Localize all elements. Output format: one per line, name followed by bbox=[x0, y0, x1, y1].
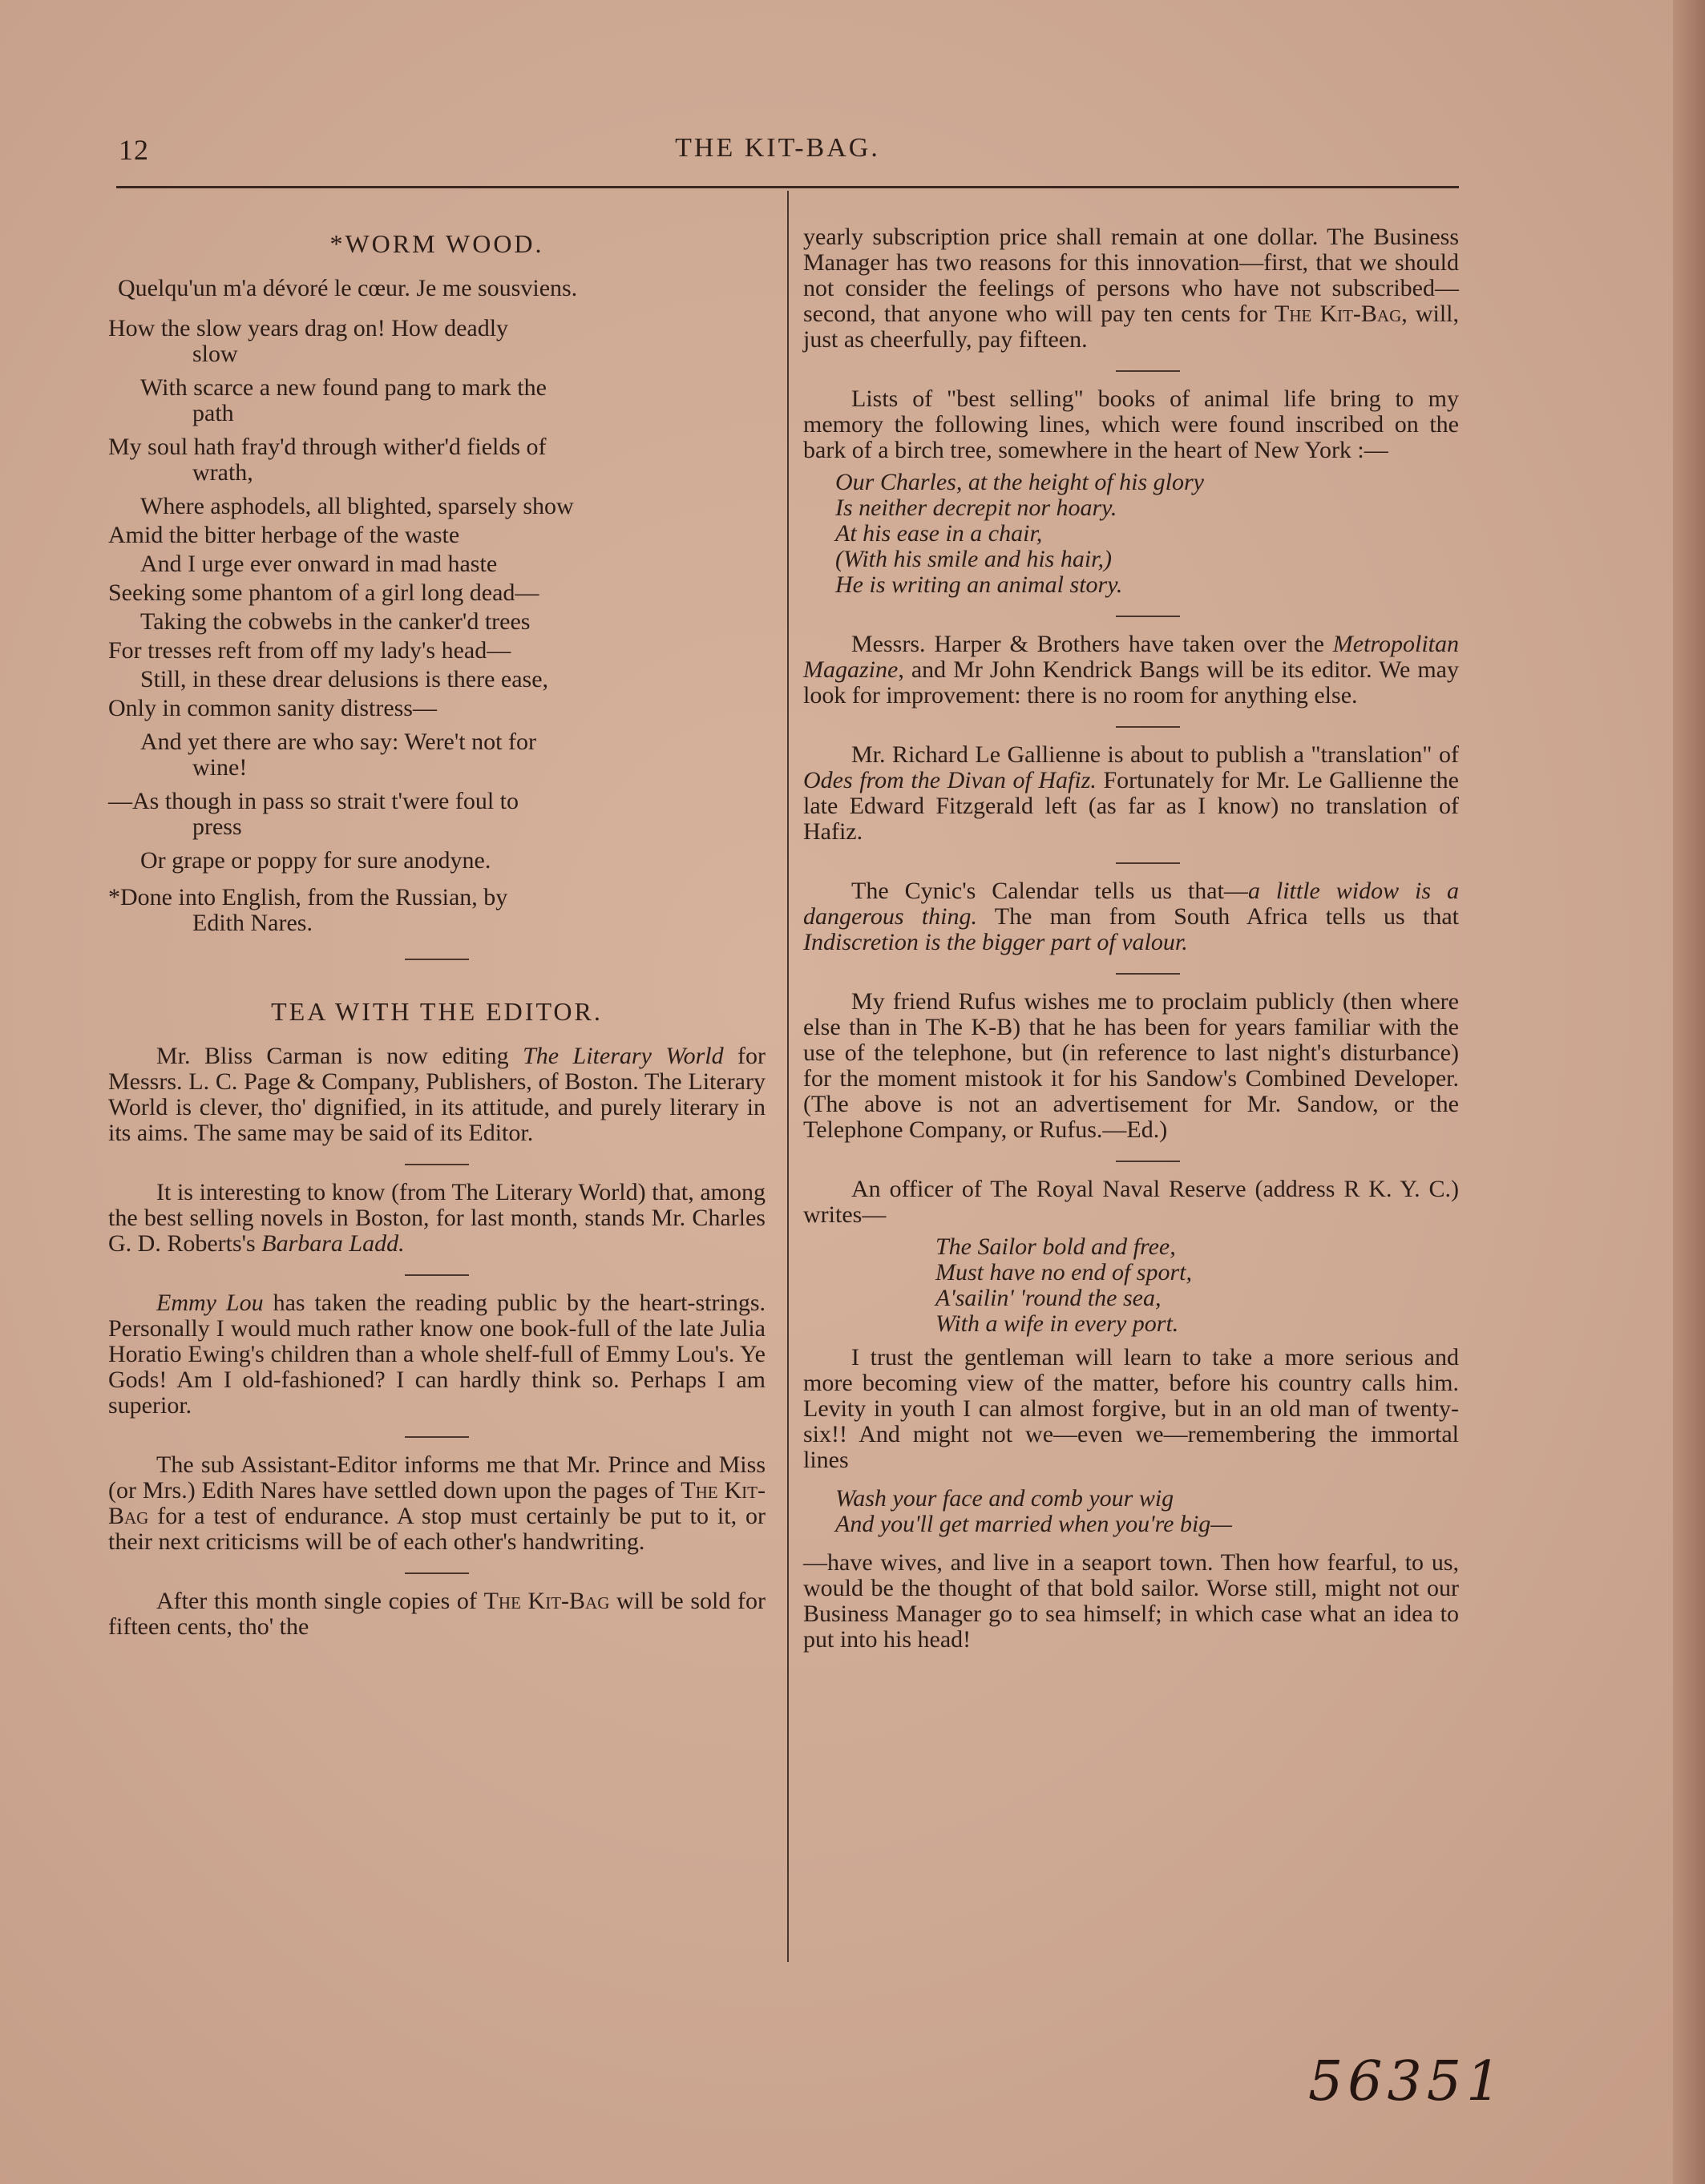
poem-line: wine! bbox=[192, 754, 248, 781]
poem-line: Or grape or poppy for sure anodyne. bbox=[140, 847, 491, 874]
item-rule bbox=[405, 1436, 469, 1438]
tea-paragraph: My friend Rufus wishes me to proclaim publicly (then where else than in The K-B) that he has been for years familiar with the use of the telephone, but (in reference to last night's disturbance) for the moment mistook it for his Sandow's Combined Developer. (The above is not an advertisement for Mr. Sandow, or the Telephone Company, or Rufus.—Ed.) bbox=[803, 988, 1459, 1143]
verse-line: With a wife in every port. bbox=[935, 1310, 1179, 1337]
tea-title: TEA WITH THE EDITOR. bbox=[271, 997, 603, 1026]
handwritten-accession-number: 56351 bbox=[1308, 2050, 1506, 2113]
section-rule bbox=[405, 959, 469, 960]
verse-line: Our Charles, at the height of his glory bbox=[835, 469, 1204, 495]
verse-line: (With his smile and his hair,) bbox=[835, 546, 1113, 572]
item-rule bbox=[405, 1274, 469, 1276]
tea-paragraph: After this month single copies of The Kit-Bag will be sold for fifteen cents, tho' the bbox=[108, 1588, 766, 1640]
verse-line: At his ease in a chair, bbox=[835, 520, 1043, 547]
item-rule bbox=[405, 1164, 469, 1165]
worm-wood-title: *WORM WOOD. bbox=[329, 229, 544, 258]
poem-line: How the slow years drag on! How deadly bbox=[108, 315, 509, 341]
worm-wood-footnote bbox=[108, 885, 766, 936]
tea-paragraph: The sub Assistant-Editor informs me that Mr. Prince and Miss (or Mrs.) Edith Nares have settled down upon the pages of The Kit-Bag for a test of endurance. A stop must certainly be put to it, or their next criticisms will be of each other's handwriting. bbox=[108, 1451, 766, 1555]
poem-line: And I urge ever onward in mad haste bbox=[140, 551, 498, 577]
left-column bbox=[108, 224, 766, 1640]
verse-block bbox=[803, 1234, 1459, 1337]
footnote-line: Edith Nares. bbox=[192, 910, 313, 936]
tea-paragraph: An officer of The Royal Naval Reserve (address R K. Y. C.) writes— bbox=[803, 1176, 1459, 1228]
poem-line: —As though in pass so strait t'were foul to bbox=[108, 788, 519, 814]
worm-wood-poem bbox=[108, 316, 766, 874]
tea-paragraph: —have wives, and live in a seaport town. Then how fearful, to us, would be the thought of that bold sailor. Worse still, might not our Business Manager go to sea himself; in which case what an idea to put into his head! bbox=[803, 1549, 1459, 1653]
running-head-title: THE KIT-BAG. bbox=[675, 133, 880, 163]
poem-line: Taking the cobwebs in the canker'd trees bbox=[140, 608, 531, 635]
page-number: 12 bbox=[119, 134, 149, 166]
poem-line: press bbox=[192, 813, 242, 840]
poem-line: wrath, bbox=[192, 459, 253, 486]
footnote-line: *Done into English, from the Russian, by bbox=[108, 884, 508, 910]
tea-paragraph: The Cynic's Calendar tells us that—a little widow is a dangerous thing. The man from South Africa tells us that Indiscretion is the bigger part of valour. bbox=[803, 878, 1459, 955]
verse-block bbox=[803, 470, 1459, 598]
tea-paragraph: Mr. Richard Le Gallienne is about to publish a "translation" of Odes from the Divan of Hafiz. Fortunately for Mr. Le Gallienne the late Edward Fitzgerald left (as far as I know) no translation of Hafiz. bbox=[803, 741, 1459, 845]
tea-paragraph: Emmy Lou has taken the reading public by the heart-strings. Personally I would much rather know one book-full of the late Julia Horatio Ewing's children than a whole shelf-full of Emmy Lou's. Ye Gods! Am I old-fashioned? I can hardly think so. Perhaps I am superior. bbox=[108, 1290, 766, 1419]
header-rule bbox=[116, 186, 1459, 188]
poem-line: path bbox=[192, 400, 234, 426]
tea-paragraph: yearly subscription price shall remain at one dollar. The Business Manager has two reasons for this innovation—first, that we should not consider the feelings of persons who have not subscribed—second, that anyone who will pay ten cents for The Kit-Bag, will, just as cheerfully, pay fifteen. bbox=[803, 224, 1460, 353]
verse-line: Must have no end of sport, bbox=[935, 1259, 1192, 1286]
verse-line: Wash your face and comb your wig bbox=[835, 1485, 1174, 1512]
column-divider bbox=[787, 191, 789, 1962]
poem-line: Where asphodels, all blighted, sparsely show bbox=[140, 493, 574, 519]
item-rule bbox=[1116, 726, 1180, 728]
poem-line: Still, in these drear delusions is there ease, bbox=[140, 666, 549, 692]
item-rule bbox=[1116, 973, 1180, 975]
poem-line: slow bbox=[192, 341, 238, 367]
verse-block bbox=[803, 1486, 1459, 1537]
verse-line: Is neither decrepit nor hoary. bbox=[835, 495, 1117, 521]
page-spine-edge bbox=[1673, 0, 1705, 2184]
right-column bbox=[803, 224, 1459, 1653]
item-rule bbox=[1116, 370, 1180, 372]
item-rule bbox=[1116, 616, 1180, 617]
poem-line: Only in common sanity distress— bbox=[108, 695, 437, 721]
poem-line: And yet there are who say: Were't not for bbox=[140, 729, 536, 755]
tea-paragraph: I trust the gentleman will learn to take a more serious and more becoming view of the matter, before his country calls him. Levity in youth I can almost forgive, but in an old man of twenty-six!! And might not we—even we—remembering the immortal lines bbox=[803, 1344, 1459, 1473]
poem-line: My soul hath fray'd through wither'd fields of bbox=[108, 434, 547, 460]
item-rule bbox=[1116, 862, 1180, 864]
tea-paragraph: It is interesting to know (from The Literary World) that, among the best selling novels in Boston, for last month, stands Mr. Charles G. D. Roberts's Barbara Ladd. bbox=[108, 1179, 766, 1257]
verse-line: The Sailor bold and free, bbox=[935, 1233, 1176, 1260]
worm-wood-epigraph: Quelqu'un m'a dévoré le cœur. Je me sousviens. bbox=[118, 275, 578, 301]
poem-line: Seeking some phantom of a girl long dead— bbox=[108, 579, 539, 606]
item-rule bbox=[1116, 1161, 1180, 1162]
item-rule bbox=[405, 1572, 469, 1574]
verse-line: He is writing an animal story. bbox=[835, 571, 1123, 598]
verse-line: A'sailin' 'round the sea, bbox=[935, 1285, 1162, 1311]
tea-paragraph: Lists of "best selling" books of animal life bring to my memory the following lines, which were found inscribed on the bark of a birch tree, somewhere in the heart of New York :— bbox=[803, 386, 1459, 463]
verse-line: And you'll get married when you're big— bbox=[835, 1511, 1232, 1537]
poem-line: For tresses reft from off my lady's head— bbox=[108, 637, 511, 664]
tea-paragraph: Mr. Bliss Carman is now editing The Literary World for Messrs. L. C. Page & Company, Publishers, of Boston. The Literary World is clever, tho' dignified, in its attitude, and purely literary in its aims. The same may be said of its Editor. bbox=[108, 1043, 766, 1146]
tea-paragraph: Messrs. Harper & Brothers have taken over the Metropolitan Magazine, and Mr John Kendrick Bangs will be its editor. We may look for improvement: there is no room for anything else. bbox=[803, 631, 1459, 708]
poem-line: Amid the bitter herbage of the waste bbox=[108, 522, 460, 548]
poem-line: With scarce a new found pang to mark the bbox=[140, 374, 547, 401]
